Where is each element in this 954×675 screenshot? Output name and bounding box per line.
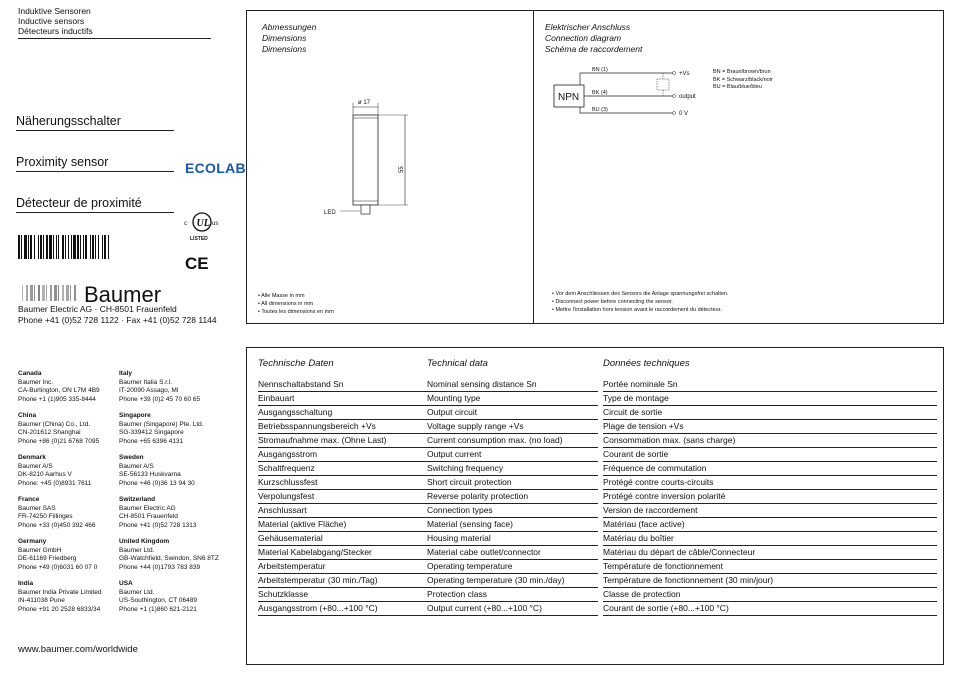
cell-en: Switching frequency: [427, 463, 504, 473]
addresses-right: [119, 370, 219, 622]
category-en: Inductive sensors: [18, 16, 85, 26]
connection-title: [545, 22, 642, 55]
cell-en: Nominal sensing distance Sn: [427, 379, 537, 389]
cell-fr: Plage de tension +Vs: [603, 421, 684, 431]
barcode-icon: [18, 235, 160, 259]
address-line: FR-74250 Fillinges: [18, 513, 73, 520]
address-country: Switzerland: [119, 496, 156, 503]
address-line: Phone +39 (0)2 45 70 60 65: [119, 395, 201, 403]
ul-listed-mark-icon: [182, 210, 224, 244]
address-line: CH-8501 Frauenfeld: [119, 513, 178, 520]
address-block: [18, 538, 101, 572]
table-row: [258, 518, 938, 532]
table-row: [258, 574, 938, 588]
address-country: France: [18, 496, 40, 503]
table-row: [258, 406, 938, 420]
address-line: Baumer India Private Limited: [18, 588, 102, 596]
svg-text:us: us: [212, 221, 219, 227]
cell-fr: Portée nominale Sn: [603, 379, 678, 389]
cell-fr: Consommation max. (sans charge): [603, 435, 736, 445]
cell-de: Material (aktive Fläche): [258, 519, 347, 529]
cell-fr: Matériau du boîtier: [603, 533, 674, 543]
address-block: [18, 454, 101, 488]
website-link[interactable]: www.baumer.com/worldwide: [18, 644, 138, 655]
cell-en: Housing material: [427, 533, 491, 543]
cell-de: Kurzschlussfest: [258, 477, 318, 487]
cell-de: Einbauart: [258, 393, 295, 403]
address-block: [119, 496, 219, 530]
table-row: [258, 448, 938, 462]
cell-en: Output current (+80...+100 °C): [427, 603, 542, 613]
company-info: [18, 304, 217, 325]
ecolab-logo: ECOLAB: [185, 160, 246, 176]
address-block: [119, 538, 219, 572]
legend-bk: BK = Schwarz/black/noir: [713, 76, 773, 83]
cell-fr: Fréquence de commutation: [603, 463, 707, 473]
note-fr: • Toutes les dimensions en mm: [258, 309, 334, 315]
address-country: USA: [119, 580, 133, 587]
address-line: Baumer (Singapore) Pte. Ltd.: [119, 420, 204, 428]
terminal-output: output: [679, 94, 696, 100]
address-line: IT-20090 Assago, MI: [119, 387, 179, 394]
row-divider: [603, 615, 937, 616]
terminal-vs: +Vs: [679, 71, 690, 77]
conn-note-de: • Vor dem Anschliessen des Sensors die Anlage spannungsfrei schalten.: [552, 291, 729, 297]
address-line: Baumer Ltd.: [119, 546, 155, 554]
address-line: Phone: +45 (0)8931 7611: [18, 479, 92, 487]
dimensions-panel: [246, 10, 534, 324]
address-line: Phone +1 (1)905 335-8444: [18, 395, 96, 403]
svg-text:c: c: [184, 221, 187, 227]
wire-bk: BK (4): [592, 90, 608, 96]
tech-header-en: Technical data: [427, 358, 488, 369]
cell-en: Reverse polarity protection: [427, 491, 529, 501]
conn-note-fr: • Mettre l’installation hors tension avant le raccordement du détecteur.: [552, 307, 722, 313]
cell-en: Short circuit protection: [427, 477, 512, 487]
cell-fr: Courant de sortie (+80...+100 °C): [603, 603, 729, 613]
company-line-1: Baumer Electric AG · CH-8501 Frauenfeld: [18, 304, 177, 314]
address-line: CA-Burlington, ON L7M 4B9: [18, 387, 100, 394]
address-line: Phone +1 (1)860 621-2121: [119, 605, 197, 613]
led-label: LED: [324, 210, 336, 216]
title-fr: Détecteur de proximité: [16, 196, 142, 210]
category-fr: Détecteurs inductifs: [18, 26, 93, 36]
address-country: Sweden: [119, 454, 144, 461]
length-label: 55: [399, 166, 405, 173]
dimensions-title-de: Abmessungen: [262, 22, 317, 32]
connection-title-en: Connection diagram: [545, 33, 622, 43]
table-row: [258, 602, 938, 616]
address-country: Singapore: [119, 412, 151, 419]
legend-bu: BU = Blau/blue/bleu: [713, 84, 762, 90]
wire-bu: BU (3): [592, 107, 608, 113]
cell-de: Arbeitstemperatur (30 min./Tag): [258, 575, 378, 585]
address-line: Baumer (China) Co., Ltd.: [18, 420, 91, 428]
address-country: United Kingdom: [119, 538, 170, 545]
address-line: GB-Watchfield, Swindon, SN6 8TZ: [119, 555, 219, 562]
wiring-diagram: [544, 63, 724, 123]
table-row: [258, 462, 938, 476]
cell-fr: Courant de sortie: [603, 449, 669, 459]
address-line: Baumer Ltd.: [119, 588, 155, 596]
category-de: Induktive Sensoren: [18, 6, 91, 16]
cell-en: Output circuit: [427, 407, 478, 417]
cell-en: Operating temperature (30 min./day): [427, 575, 565, 585]
dimensions-title: [262, 22, 316, 55]
cell-fr: Protégé contre courts-circuits: [603, 477, 714, 487]
connection-title-de: Elektrischer Anschluss: [545, 22, 631, 32]
address-line: SE-56133 Huskvarna: [119, 471, 181, 478]
terminal-0v: 0 V: [679, 111, 689, 117]
cell-de: Stromaufnahme max. (Ohne Last): [258, 435, 387, 445]
address-line: Phone +41 (0)52 728 1313: [119, 521, 197, 529]
dimensions-title-en: Dimensions: [262, 33, 307, 43]
address-block: [119, 412, 219, 446]
cell-en: Voltage supply range +Vs: [427, 421, 524, 431]
table-row: [258, 378, 938, 392]
address-country: Italy: [119, 370, 133, 377]
cell-en: Current consumption max. (no load): [427, 435, 563, 445]
address-line: Baumer Inc.: [18, 378, 54, 386]
connection-panel: [533, 10, 944, 324]
cell-fr: Classe de protection: [603, 589, 681, 599]
address-block: [18, 580, 101, 614]
cell-de: Arbeitstemperatur: [258, 561, 326, 571]
connection-notes: [552, 290, 729, 314]
cell-de: Schutzklasse: [258, 589, 309, 599]
address-line: SG-339412 Singapore: [119, 429, 184, 436]
title-en: Proximity sensor: [16, 155, 109, 169]
conn-note-en: • Disconnect power before connecting the sensor.: [552, 299, 673, 305]
address-line: DK-8210 Aarhus V: [18, 471, 72, 478]
cell-en: Material (sensing face): [427, 519, 513, 529]
svg-text:Baumer: Baumer: [84, 282, 162, 305]
addresses-left: [18, 370, 101, 622]
table-row: [258, 588, 938, 602]
row-divider: [258, 615, 598, 616]
baumer-logo: [18, 281, 163, 305]
cell-en: Connection types: [427, 505, 493, 515]
table-row: [258, 420, 938, 434]
svg-text:UL: UL: [196, 218, 210, 229]
title-en-rule: [16, 171, 174, 172]
connection-title-fr: Schéma de raccordement: [545, 44, 643, 54]
table-row: [258, 476, 938, 490]
address-block: [119, 454, 219, 488]
address-line: Baumer A/S: [119, 462, 154, 470]
legend-bn: BN = Braun/brown/brun: [713, 69, 771, 75]
cell-de: Anschlussart: [258, 505, 307, 515]
address-line: Phone +65 6396 4131: [119, 437, 184, 445]
cell-en: Operating temperature: [427, 561, 513, 571]
cell-fr: Température de fonctionnement (30 min/jour): [603, 575, 774, 585]
cell-fr: Version de raccordement: [603, 505, 698, 515]
cell-de: Material Kabelabgang/Stecker: [258, 547, 372, 557]
cell-de: Schaltfrequenz: [258, 463, 315, 473]
cell-fr: Type de montage: [603, 393, 669, 403]
address-block: [18, 496, 101, 530]
address-country: Canada: [18, 370, 42, 377]
address-line: Baumer Electric AG: [119, 504, 176, 512]
address-line: US-Southington, CT 06489: [119, 597, 197, 604]
address-country: India: [18, 580, 34, 587]
product-category: [18, 6, 93, 36]
address-country: Denmark: [18, 454, 46, 461]
address-line: Phone +44 (0)1793 783 839: [119, 563, 201, 571]
tech-header-fr: Données techniques: [603, 358, 690, 369]
address-line: CN-201612 Shanghai: [18, 429, 81, 436]
cell-de: Nennschaltabstand Sn: [258, 379, 344, 389]
cell-en: Output current: [427, 449, 482, 459]
ce-mark: CE: [185, 254, 209, 273]
table-row: [258, 434, 938, 448]
address-line: Phone +91 20 2528 6833/34: [18, 605, 101, 613]
cell-de: Ausgangsstrom (+80...+100 °C): [258, 603, 378, 613]
cell-de: Betriebsspannungsbereich +Vs: [258, 421, 376, 431]
note-en: • All dimensions in mm: [258, 301, 314, 307]
cell-fr: Matériau du départ de câble/Connecteur: [603, 547, 756, 557]
address-line: Baumer GmbH: [18, 546, 62, 554]
address-line: IN-411038 Pune: [18, 597, 65, 604]
cell-en: Mounting type: [427, 393, 481, 403]
table-row: [258, 504, 938, 518]
dimensions-notes: [258, 292, 334, 316]
cell-fr: Protégé contre inversion polarité: [603, 491, 726, 501]
address-line: Phone +49 (0)6031 60 07 0: [18, 563, 98, 571]
table-row: [258, 546, 938, 560]
wire-color-legend: [713, 69, 773, 92]
address-block: [18, 412, 101, 446]
address-block: [18, 370, 101, 404]
table-row: [258, 560, 938, 574]
address-block: [119, 370, 219, 404]
address-block: [119, 580, 219, 614]
table-row: [258, 532, 938, 546]
address-line: Phone +86 (0)21 6768 7095: [18, 437, 100, 445]
table-row: [258, 490, 938, 504]
address-line: Phone +33 (0)450 392 466: [18, 521, 96, 529]
title-de-rule: [16, 130, 174, 131]
tech-header-de: Technische Daten: [258, 358, 334, 369]
cell-en: Protection class: [427, 589, 487, 599]
address-line: Baumer A/S: [18, 462, 53, 470]
title-fr-rule: [16, 212, 174, 213]
address-country: Germany: [18, 538, 47, 545]
cell-de: Verpolungsfest: [258, 491, 315, 501]
company-line-2: Phone +41 (0)52 728 1122 · Fax +41 (0)52 728 1144: [18, 314, 217, 325]
cell-de: Ausgangsschaltung: [258, 407, 333, 417]
address-country: China: [18, 412, 37, 419]
cell-de: Gehäusematerial: [258, 533, 323, 543]
svg-text:LISTED: LISTED: [190, 236, 208, 242]
header-rule: [18, 38, 211, 39]
address-line: Baumer SAS: [18, 504, 56, 512]
cell-en: Material cabe outlet/connector: [427, 547, 541, 557]
npn-label: NPN: [558, 92, 580, 103]
sensor-dimension-drawing: [322, 93, 422, 225]
cell-fr: Matériau (face active): [603, 519, 685, 529]
dimensions-title-fr: Dimensions: [262, 44, 307, 54]
address-line: Baumer Italia S.r.l.: [119, 378, 173, 386]
cell-de: Ausgangsstrom: [258, 449, 318, 459]
cell-fr: Température de fonctionnement: [603, 561, 724, 571]
address-line: DE-61169 Friedberg: [18, 555, 77, 562]
title-de: Näherungsschalter: [16, 114, 121, 128]
table-row: [258, 392, 938, 406]
diameter-label: ø 17: [358, 100, 371, 106]
note-de: • Alle Masse in mm: [258, 293, 305, 299]
wire-bn: BN (1): [592, 67, 608, 73]
cell-fr: Circuit de sortie: [603, 407, 663, 417]
address-line: Phone +46 (0)36 13 94 30: [119, 479, 195, 487]
